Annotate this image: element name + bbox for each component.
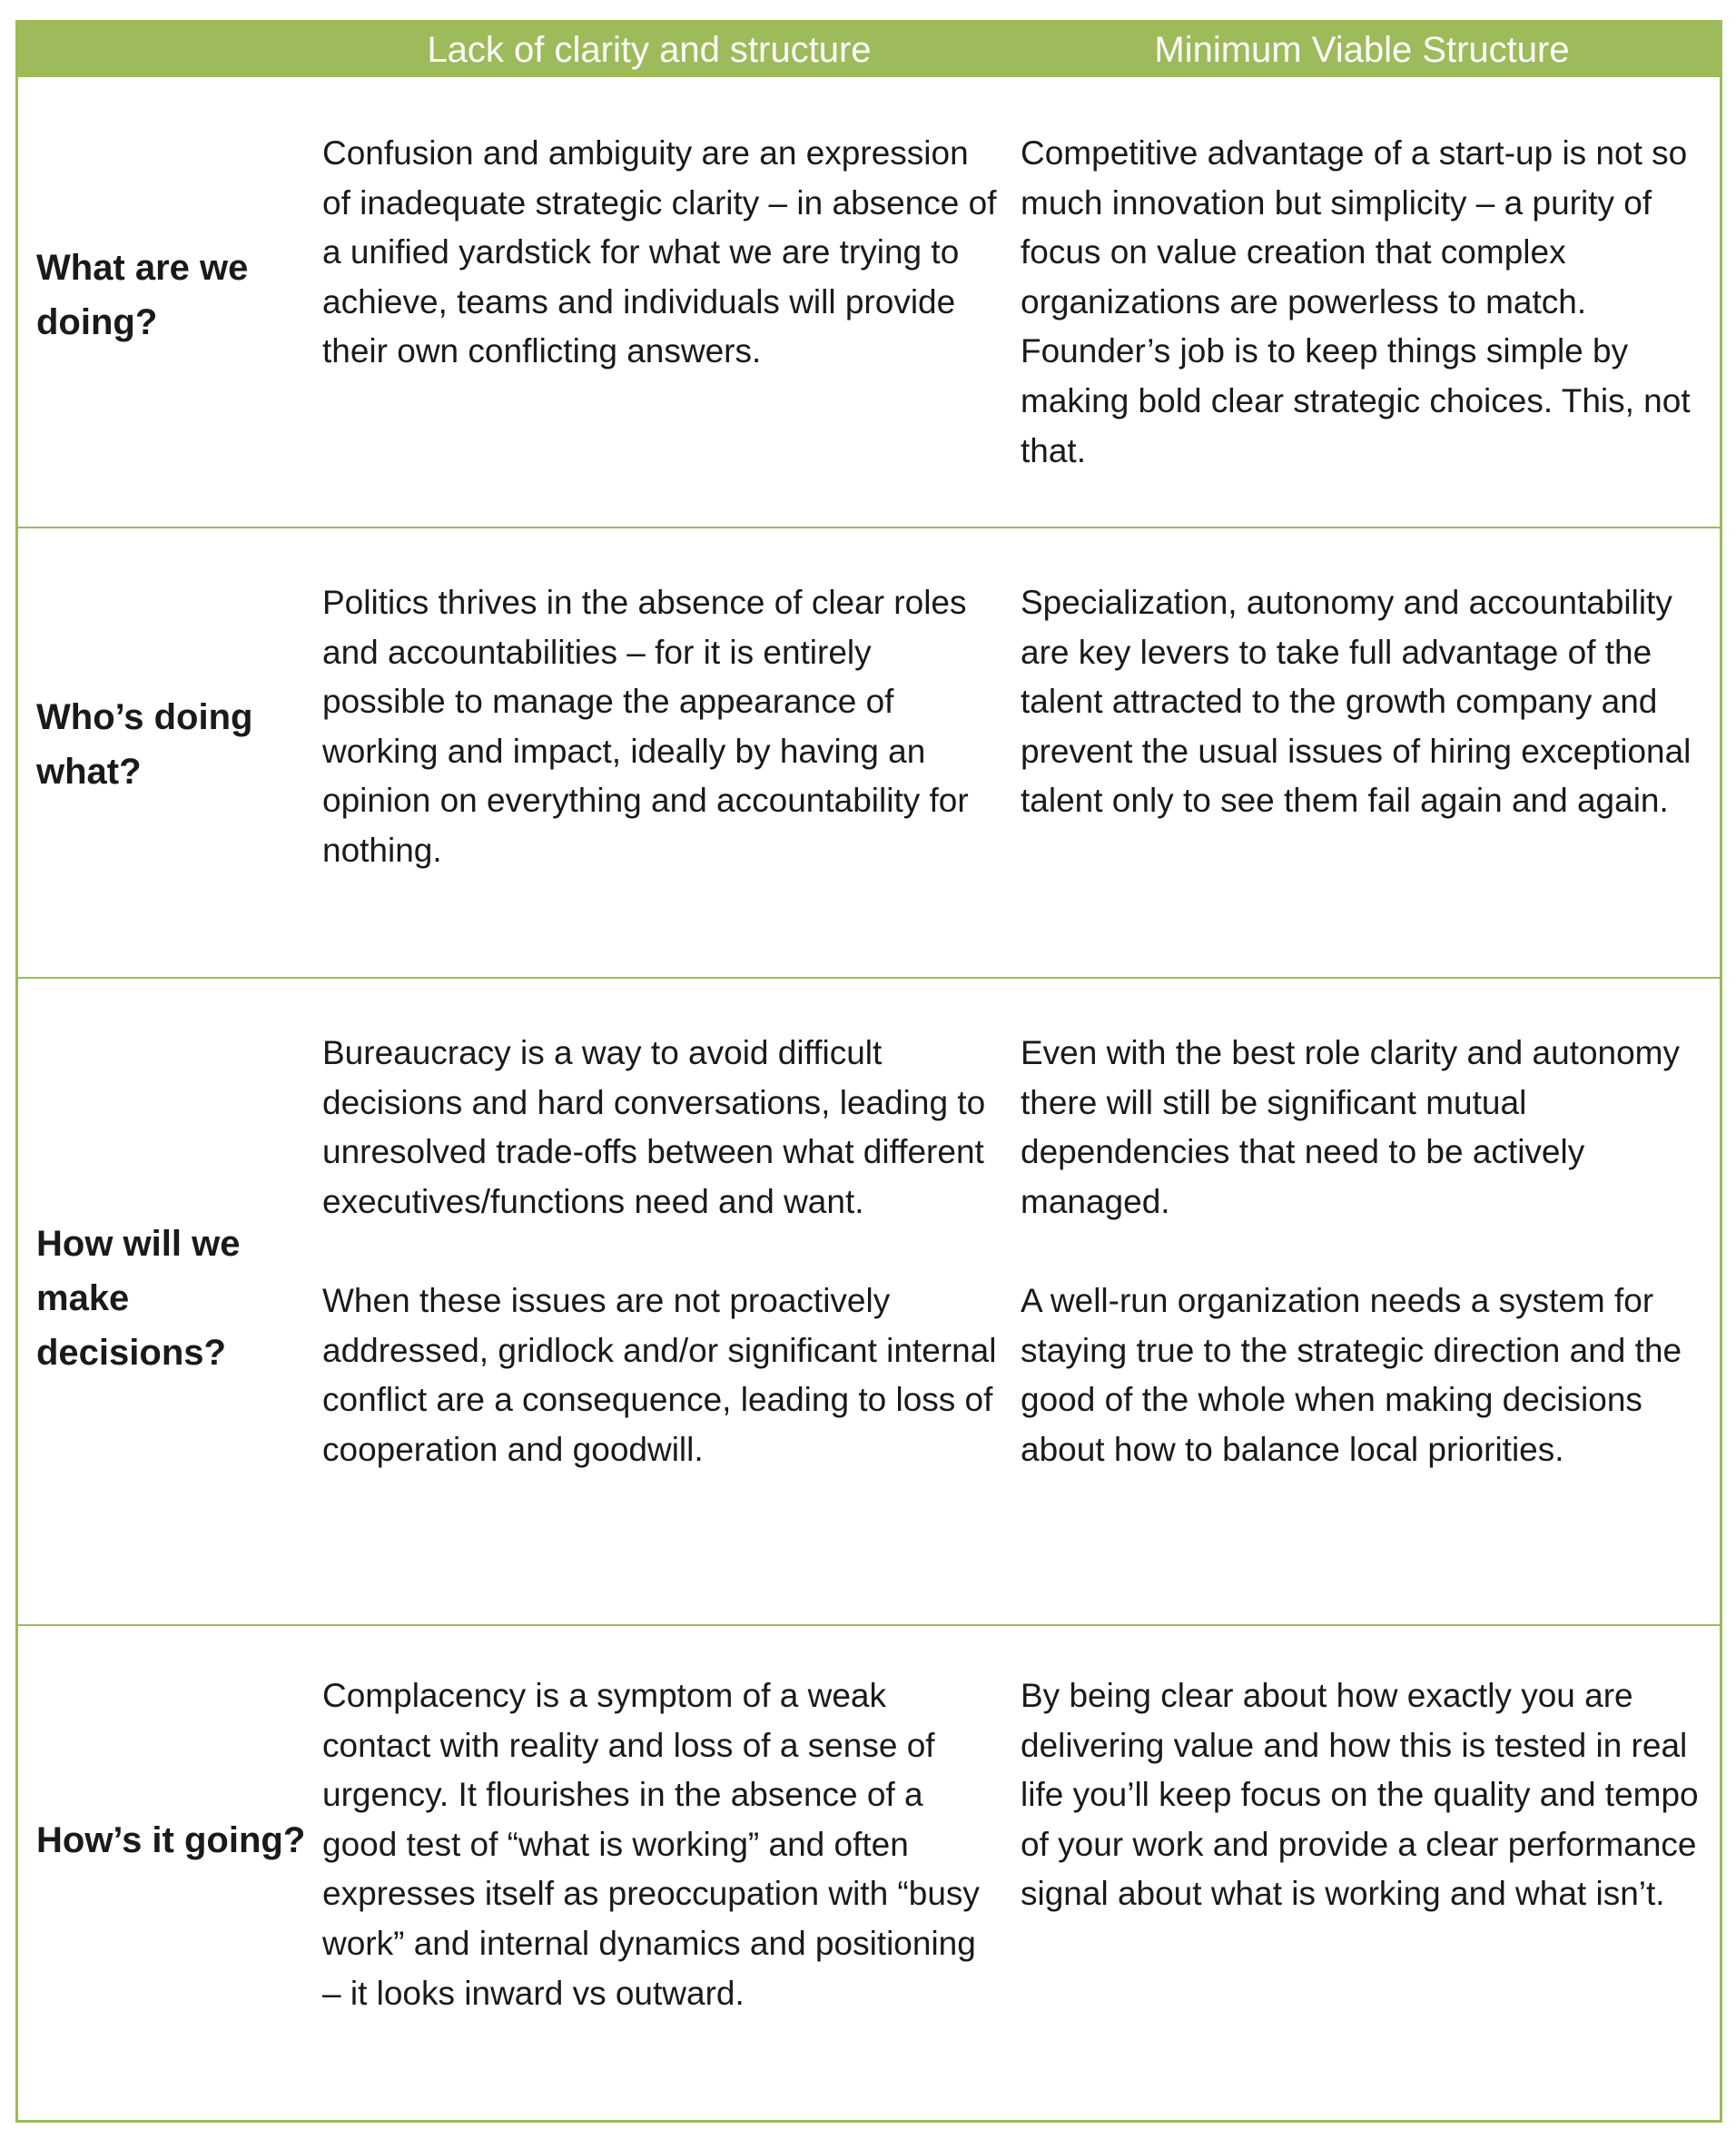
lack-cell (322, 129, 999, 377)
header-minimum-viable-structure: Minimum Viable Structure (1154, 30, 1570, 70)
cell-paragraph: Specialization, autonomy and accountability are key levers to take full advantage of the talent attracted to the growth company and prevent the usual issues of hiring exceptional talent only to see them fail again and again. (1021, 584, 1692, 820)
cell-paragraph: Even with the best role clarity and autonomy there will still be significant mutual dependencies that need to be actively managed. (1021, 1034, 1680, 1220)
cell-paragraph: When these issues are not proactively addressed, gridlock and/or significant internal conflict are a consequence, leading to loss of cooperation and goodwill. (322, 1281, 997, 1468)
cell-paragraph: By being clear about how exactly you are delivering value and how this is tested in real life you’ll keep focus on the quality and tempo of your work and provide a clear performance signal about what is working and what isn’t. (1021, 1677, 1699, 1913)
cell-paragraph: Bureaucracy is a way to avoid difficult decisions and hard conversations, leading to unresolved trade-offs between what different executives/functions need and want. (322, 1034, 986, 1220)
lack-cell (322, 578, 999, 876)
mvs-cell (1021, 1029, 1729, 1474)
row-label: How’s it going? (36, 1820, 306, 1860)
cell-paragraph: Complacency is a symptom of a weak contact with reality and loss of a sense of urgency. It flourishes in the absence of a good test of “what is working” and often expresses itself as preoccupation with “busy work” and internal dynamics and positioning – it looks inward vs outward. (322, 1677, 980, 2012)
cell-paragraph: Politics thrives in the absence of clear roles and accountabilities – for it is entirely possible to manage the appearance of working and impact, ideally by having an opinion on everything and accountability for nothing. (322, 584, 969, 869)
cell-paragraph: A well-run organization needs a system for staying true to the strategic direction and the good of the whole when making decisions about how to balance local priorities. (1021, 1281, 1682, 1468)
mvs-cell (1021, 1671, 1729, 1919)
mvs-cell (1021, 578, 1729, 826)
mvs-cell (1021, 129, 1729, 476)
table-row (18, 77, 1720, 527)
row-label: What are we doing? (36, 248, 249, 342)
cell-paragraph: Competitive advantage of a start-up is not so much innovation but simplicity – a purity of focus on value creation that complex organizations are powerless to match. Founder’s job is to keep things simple by making bold clear strategic choices. This, not that. (1021, 134, 1691, 469)
table-row (18, 527, 1720, 977)
row-label: Who’s doing what? (36, 697, 253, 792)
table-row (18, 1624, 1720, 2123)
lack-cell (322, 1671, 999, 2018)
header-lack-of-clarity: Lack of clarity and structure (427, 30, 872, 70)
row-label: How will we make decisions? (36, 1224, 241, 1373)
cell-paragraph: Confusion and ambiguity are an expression of inadequate strategic clarity – in absence of a unified yardstick for what we are trying to achieve, teams and individuals will provide their own conflicting answers. (322, 134, 997, 370)
lack-cell (322, 1029, 999, 1474)
table-row (18, 977, 1720, 1624)
table-header (18, 23, 1720, 77)
comparison-table (15, 20, 1722, 2123)
